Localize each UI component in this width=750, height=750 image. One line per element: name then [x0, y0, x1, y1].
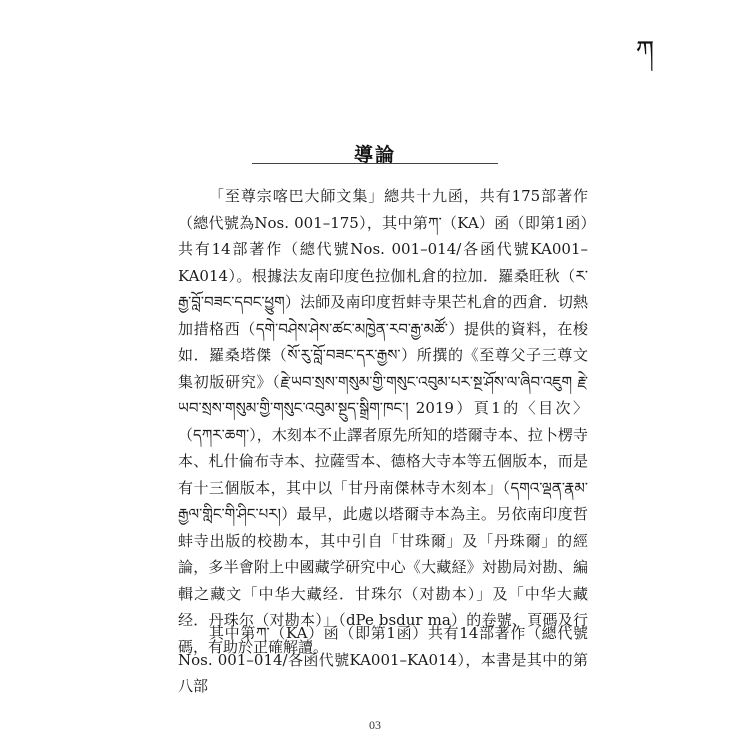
section-mark: ཀ — [635, 36, 654, 66]
page-number: 03 — [369, 718, 381, 732]
page-title: 導論 — [353, 143, 396, 166]
paragraph-1: 「至尊宗喀巴大師文集」總共十九函，共有175部著作（總代號為Nos. 001–175），其中第ཀ་（KA）函（即第1函）共有14部著作（總代號Nos. 001–014/各函代號KA001–KA014）。根據法友南印度色拉伽札倉的拉加．羅桑旺秋（ར་རྒྱ་བློ་བཟང་དབང་ཕྱུག）法師及南印度哲蚌寺果芒札倉的西倉．切熱加措格西（དགེ་བཤེས་ཤེས་ཚང་མཁྱེན་རབ་རྒྱ་མཚོ་）提供的資料，在梭如．羅桑塔傑（སོ་རུ་བློ་བཟང་དར་རྒྱས་）所撰的《至尊父子三尊文集初版研究》（རྗེ་ཡབ་སྲས་གསུམ་གྱི་གསུང་འབུམ་པར་སྔ་ཤོས་ལ་ཞིབ་འཇུག རྗེ་ཡབ་སྲས་གསུམ་གྱི་གསུང་འབུམ་སྔུད་སྒྲིག་ཁང་། 2019）頁1的〈目次〉（དཀར་ཆག་），木刻本不止譯者原先所知的塔爾寺本、拉卜楞寺本、札什倫布寺本、拉薩雪本、德格大寺本等五個版本，而是有十三個版本，其中以「甘丹南傑林寺木刻本」（དགའ་ལྡན་རྣམ་རྒྱལ་གླིང་གི་ཤིང་པར།）最早，此處以塔爾寺本為主。另依南印度哲蚌寺出版的校勘本，其中引自「甘珠爾」及「丹珠爾」的經論，多半會附上中國藏学研究中心《大藏経》対勘局対勘、編輯之藏文「中华大藏经．甘珠尔（对勘本）」及「中华大藏经．丹珠尔（对勘本）」（dPe bsdur ma）的卷號、頁碼及行碼，有助於正確解讀。 — [178, 187, 588, 656]
paragraph-2: 其中第ཀ་（KA）函（即第1函）共有14部著作（總代號Nos. 001–014/各函代號KA001–KA014），本書是其中的第八部 — [178, 624, 588, 695]
title-divider — [252, 163, 498, 164]
